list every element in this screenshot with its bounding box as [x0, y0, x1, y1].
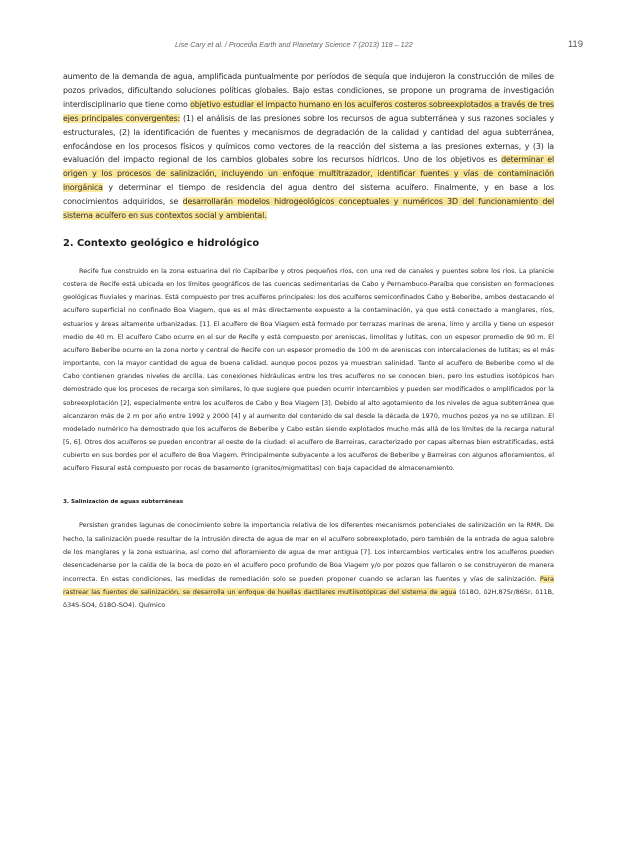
highlight-salinization-origin: determinar el origen y los procesos de salinización, incluyendo un enfoque multitrazador, identificar fuentes y vías de contaminación inorgánica — [63, 155, 554, 193]
section-3-text-1: Persisten grandes lagunas de conocimiento sobre la importancia relativa de los diferentes mecanismos potenciales de salinización en la RMR. De hecho, la salinización puede resultar de la intrusión directa de agua de mar en el acuífero sobreexplotado, pero también de la entrada de agua salobre de los manglares y la zona estuarina, así como del afloramiento de agua de mar antigua [7]. Los intercambios verticales entre los acuíferos pueden desencadenarse por la caída de la boca de pozo en el acuífero poco profundo de Boa Viagem y/o por pozos que fallaron o se construyeron de manera incorrecta. En estas condiciones, las medidas de remediación solo se pueden proponer cuando se aclaran las fuentes y vías de salinización. — [63, 521, 554, 583]
intro-text-2: (1) el análisis de las presiones sobre los recursos de agua subterránea y sus razones sociales y estructurales, (2) la identificación de fuentes y mecanismos de degradación de la calidad y cantidad del agua subterránea, enfocándose en los procesos físicos y químicos como vectores de la reacción del sistema a las presiones externas, y (3) la evaluación del impacto regional de los cambios globales sobre los recursos hídricos. Uno de los objetivos es — [63, 113, 554, 165]
intro-text-1: aumento de la demanda de agua, amplificada puntualmente por períodos de sequía que indujeron la construcción de miles de pozos privados, dificultando soluciones políticas globales. Bajo estas condiciones, se propone un programa de investigación interdisciplinario que tiene como — [63, 72, 554, 109]
intro-paragraph — [63, 70, 554, 223]
section-3-heading: 3. Salinización de aguas subterráneas — [63, 499, 184, 506]
highlight-fingerprint: Para rastrear las fuentes de salinización, se desarrolla un enfoque de huellas dactilares multiisotópicas del sistema de agua — [63, 574, 554, 596]
intro-text-3: y determinar el tiempo de residencia del agua dentro del sistema acuífero. Finalmente, y en base a los conocimientos adquiridos, se — [63, 183, 554, 207]
section-3-text-2: (δ18O, δ2H,87Sr/86Sr, δ11B, δ34S-SO4, δ18O-SO4). Químico — [63, 587, 554, 610]
highlight-models: desarrollarán modelos hidrogeológicos conceptuales y numéricos 3D del funcionamiento del sistema acuífero en sus contextos social y ambiental. — [63, 197, 554, 221]
running-head: Lise Cary et al. / Procedia Earth and Planetary Science 7 (2013) 118 – 122 — [175, 40, 413, 49]
highlight-objective: objetivo estudiar el impacto humano en los acuíferos costeros sobreexplotados a través de tres ejes principales convergentes: — [63, 99, 554, 123]
page-number: 119 — [567, 39, 583, 50]
section-3-paragraph — [63, 519, 554, 612]
section-2-paragraph: Recife fue construido en la zona estuarina del río Capibaribe y otros pequeños ríos, con una red de canales y puentes sobre los ríos. La planicie costera de Recife está ubicada en los límites geográficos de las cuencas sedimentarias de Cabo y Pernambuco-Paraíba que consisten en formaciones geológicas fluviales y marinas. Está compuesto por tres acuíferos principales: los dos acuíferos semiconfinados Cabo y Beberibe, ambos destacando el acuífero superficial no confinado Boa Viagem, que es el más directamente expuesto a la contaminación, ya que está conectado a manglares, ríos, estuarios y áreas altamente urbanizadas. [1]. El acuífero de Boa Viagem está formado por terrazas marinas de arena, limo y arcilla y tiene un espesor medio de 40 m. El acuífero Cabo ocurre en el sur de Recife y está compuesto por areniscas, limolitas y lutitas, con un espesor promedio de 90 m. El acuífero Beberibe ocurre en la zona norte y central de Recife con un espesor promedio de 100 m de areniscas con intercalaciones de lutitas; es el más importante, con la mayor cantidad de agua de buena calidad, aunque pocos pozos ya muestran salinidad. Tanto el acuífero de Beberibe como el de Cabo contienen grandes niveles de arcilla. Las conexiones hidráulicas entre los tres acuíferos no se conocen bien, pero los estudios isotópicos han demostrado que los procesos de recarga son similares, lo que sugiere que pueden ocurrir intercambios y pueden ser modificados o amplificados por la sobreexplotación [2], especialmente entre los acuíferos de Cabo y Boa Viagem [3]. Debido al alto agotamiento de los niveles de agua subterránea que alcanzaron más de 2 m por año entre 1992 y 2000 [4] y al aumento del contenido de sal desde la década de 1970, muchos pozos ya no se utilizan. El modelado numérico ha demostrado que los acuíferos de Beberibe y Cabo están siendo explotados mucho más allá de los límites de la recarga natural [5, 6]. Otros dos acuíferos se pueden encontrar al oeste de la ciudad: el acuífero de Barreiras, caracterizado por capas alternas bien estratificadas, está cubierto en sus bordes por el acuífero de Boa Viagem. Principalmente subyacente a los acuíferos de Beberibe y Barreiras con algunos afloramientos, el acuífero Fissural está compuesto por rocas de basamento (granitos/migmatitas) con baja capacidad de almacenamiento. — [63, 266, 554, 473]
page-header — [0, 40, 621, 54]
article-body — [63, 70, 554, 613]
section-2-heading: 2. Contexto geológico e hidrológico — [63, 237, 260, 249]
